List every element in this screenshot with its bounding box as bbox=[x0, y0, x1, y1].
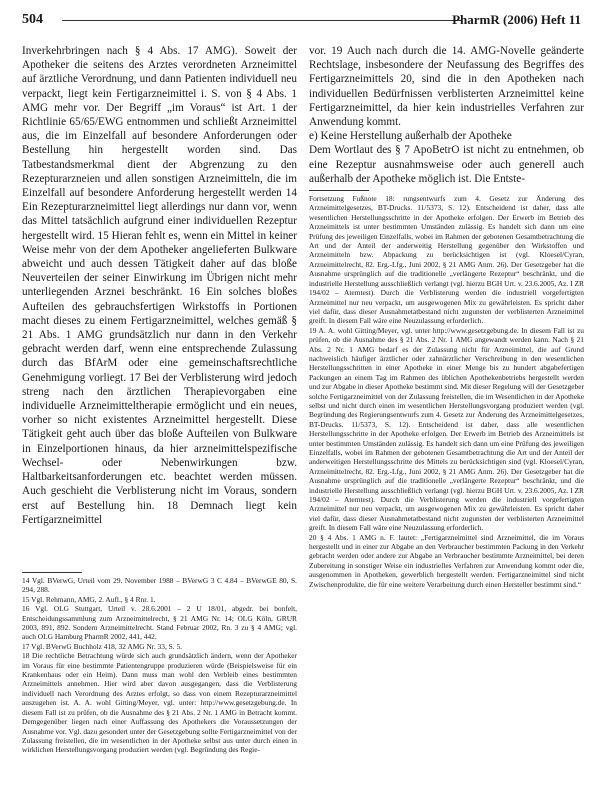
journal-name: PharmR (2006) Heft 11 bbox=[452, 12, 581, 27]
page-number: 504 bbox=[22, 12, 43, 27]
right-body-bottom: Dem Wortlaut des § 7 ApoBetrO ist nicht zu entnehmen, ob eine Rezeptur ausnahmsweise oder auch generell auch außerhalb der Apotheke möglich ist. Die Entste- bbox=[309, 144, 584, 185]
footnote-15: 15 Vgl. Rehmann, AMG, 2. Aufl., § 4 Rnr. 1. bbox=[22, 594, 156, 604]
right-body-top: vor. 19 Auch nach durch die 14. AMG-Novelle geänderte Rechtslage, insbesondere der Neufassung des Begriffes des Fertigarzneimittels 20, sind die in den Apotheken nach individuellen Bedürfnissen verblisterten Arzneimittel keine Fertigarzneimittel, da hier kein industrielles Verfahren zur Anwendung kommt. bbox=[309, 45, 584, 129]
left-column bbox=[22, 44, 297, 784]
footnote-20: 20 § 4 Abs. 1 AMG n. F. lautet: „Fertigarzneimittel sind Arzneimittel, die im Voraus hergestellt und in einer zur Abgabe an den Verbraucher bestimmten Packung in den Verkehr gebracht werden oder andere zur Abgabe an Verbraucher bestimmte Arzneimittel, bei deren Zubereitung in sonstiger Weise ein industrielles Verfahren zur Anwendung kommt oder die, ausgenommen in Apotheken, gewerblich hergestellt werden. Fertigarzneimittel sind nicht Zwischenprodukte, die für eine weitere Verarbeitung durch einen Hersteller bestimmt sind.“ bbox=[309, 532, 584, 589]
footnote-rule bbox=[309, 190, 369, 191]
footnote-18: 18 Die rechtliche Betrachtung würde sich auch grundsätzlich ändern, wenn der Apotheker im Voraus für eine bestimmte Patientengruppe produzieren würde (Beispielsweise für ein Krankenhaus oder ein Heim). Dann muss man wohl den Verbleib eines bestimmten Arzneimittels annehmen. Hier wird aber davon ausgegangen, dass die Verblisterung individuell nach Verordnung des Arztes erfolgt, so dass von einem Rezepturarzneimittel auszugehen ist. A. A. wohl Gitting/Meyer, vgl. unter: http://www.gesetzgebung.de. In diesem Fall ist zu prüfen, ob die Ausnahme des § 21 Abs. 2 Nr. 1 AMG in Betracht kommt. Demgegenüber liegen nach einer Auffassung des Apothekers die Voraussetzungen der Ausnahme vor. Vgl. dazu gesondert unter der Gesetzgebung sollte Fertigarzneimittel von der Zulassung freistellen, die im wesentlichen in der Apotheke selbst aus unter durch einen in wirklichen Herstellungsvorgang produziert werden (vgl. Begründung des Regie- bbox=[22, 651, 297, 755]
right-column bbox=[309, 44, 584, 784]
page-header bbox=[22, 12, 581, 30]
section-heading: e) Keine Herstellung außerhalb der Apotheke bbox=[309, 130, 512, 143]
header-rule bbox=[62, 20, 461, 21]
footnote-19: 19 A. A. wohl Gitting/Meyer, vgl. unter http://www.gesetzgebung.de. In diesem Fall ist zu prüfen, ob die Ausnahme des § 21 Abs. 2 Nr. 1 AMG angewandt werden kann. Nach § 21 Abs. 2 Nr. 1 AMG bedarf es der Zulassung nicht für Arzneimittel, die auf Grund nachweislich häufiger ärztlicher oder zahnärztlicher Verschreibung in den wesentlichen Herstellungsschritten in einer Apotheke in einer Menge bis zu hundert abgabefertigen Packungen an einem Tag im Rahmen des üblichen Apothekenbetriebs hergestellt werden und zur Abgabe in dieser Apotheke bestimmt sind. Mit dieser Regelung will der Gesetzgeber solche Fertigarzneimittel von der Zulassung freistellen, die im Wesentlichen in der Apotheke selbst und nicht durch einen im wesentlichen Herstellungsvorgang produziert werden (vgl. Begründung des Regierungsentwurfs zum 4. Gesetz zur Änderung des Arzneimittelgesetzes, BT-Drucks. 11/5373, S. 12). Entscheidend ist daher, dass alle wesentlichen Herstellungsschritte in der Apotheke erfolgen. Der Erwerb im Betrieb des Arzneimittels ist unter bestimmten Umständen zulässig. Es handelt sich dann um eine Prüfung des jeweiligen Einzelfalls, wobei im Rahmen der gebotenen Gesamtbetrachtung die Art und der Anteil der anderweitigen Herstellungsschritte des Mittels zu berücksichtigen sind (vgl. Kloesel/Cyran, Arzneimittelrecht, 82. Erg.-Lfg., Juni 2002, § 21 AMG Anm. 26). Der Gesetzgeber hat die Ausnahme ursprünglich auf die traditionelle „verlängerte Rezeptur“ beschränkt, und die industrielle Herstellung ausschließlich verlangt (vgl. hierzu BGH Urt. v. 23.6.2005, Az. I ZR 194/02 – Atemtest). Durch die Verblisterung werden die industriell vorgefertigten Arzneimittel nur neu verpackt, um ausgewogenen Mix zu gewährleisten. Es spricht daher viel dafür, dass dieser Ausnahmetatbestand nicht zugunsten der verblisterten Arzneimittel greift. In diesem Fall wäre eine Neuzulassung erforderlich. bbox=[309, 325, 584, 533]
left-body-text: Inverkehrbringen nach § 4 Abs. 17 AMG). Soweit der Apotheker die seitens des Arztes verordneten Arzneimittel auf ärztliche Verordnung, und dann Patienten individuell neu verpackt, liegt kein Fertigarzneimittel i. S. von § 4 Abs. 1 AMG mehr vor. Der Begriff „im Voraus“ ist Art. 1 der Richtlinie 65/65/EWG entnommen und schließt Arzneimittel aus, die im Einzelfall auf besondere Anforderungen oder Bestellung hin hergestellt worden sind. Das Tatbestandsmerkmal dient der Abgrenzung zu den Rezepturarzneien und allen sonstigen Arzneimitteln, die im Einzelfall auf besondere Anforderung hergestellt werden 14 Ein Rezepturarzneimittel liegt allerdings nur dann vor, wenn das Mittel tatsächlich aufgrund einer individuellen Rezeptur hergestellt wird. 15 Hieran fehlt es, wenn ein Mittel in keiner Weise mehr von der dem Apotheker angelieferten Bulkware abweicht und auch dessen Tätigkeit daher auf das bloße Neuverteilen der seiner Einwirkung im Übrigen nicht mehr unterliegenden Arznei beschränkt. 16 Ein solches bloßes Aufteilen des gebrauchsfertigen Wirkstoffs in Portionen macht dieses zu einem Fertigarzneimittel, welches gemäß § 21 Abs. 1 AMG grundsätzlich nur dann in den Verkehr gebracht werden darf, wenn eine entsprechende Zulassung durch das BfArM oder eine gemeinschaftsrechtliche Genehmigung vorliegt. 17 Bei der Verblisterung wird jedoch streng nach den ärztlichen Therapievorgaben eine individuelle Arzneimitteltherapie ermöglicht und ein neues, vorher so nicht existentes Arzneimittel hergestellt. Diese Tätigkeit geht auch über das bloße Aufteilen von Bulkware in Einzelportionen hinaus, da hier arzneimittelspezifische Wechsel- oder Nebenwirkungen bzw. Haltbarkeitsanforderungen etc. beachtet werden müssen. Auch geschieht die Verblisterung nicht im Voraus, sondern erst auf Bestellung hin. 18 Demnach liegt kein Fertigarzneimittel bbox=[22, 45, 297, 526]
footnote-17: 17 Vgl. BVerwG Buchholz 418, 32 AMG Nr. 33, S. 5. bbox=[22, 641, 182, 651]
footnote-rule bbox=[22, 572, 82, 573]
right-footnotes bbox=[309, 194, 584, 739]
footnote-16: 16 Vgl. OLG Stuttgart, Urteil v. 28.6.2001 – 2 U 18/01, abgedr. bei bonfelt, Entscheidungssammlung zum Arzneimittelrecht, § 21 AMG Nr. 14; OLG Köln, GRUR 2003, 891, 892. Sondern Arzneimittelrecht. Stand Februar 2002, Rn. 3 zu § 4 AMG; vgl. auch OLG Hamburg PharmR 2002, 441, 442. bbox=[22, 604, 297, 642]
footnote-14: 14 Vgl. BVerwG, Urteil vom 29. November 1988 – BVerwG 3 C 4.84 – BVerwGE 80, S. 294, 288. bbox=[22, 576, 297, 595]
footnote-18-continued: Fortsetzung Fußnote 18: rungsentwurfs zum 4. Gesetz zur Änderung des Arzneimittelgesetzes, BT-Drucks. 11/5373, S. 12). Entscheidend ist daher, dass alle wesentlichen Herstellungsschritte in der Apotheke erfolgen. Der Erwerb im Betrieb des Arzneimittels ist unter bestimmten Umständen zulässig. Es handelt sich dann um eine Prüfung des jeweiligen Einzelfalls, wobei im Rahmen der gebotenen Gesamtbetrachtung die Art und der Anteil der anderweitig Herstellung gegenüber den Wirkstoffen und Arzneimitteln bzw. Abpackung zu berücksichtigen ist (vgl. Kloesel/Cyran, Arzneimittelrecht, 82. Erg.-Lfg., Juni 2002, § 21 AMG Anm. 26). Der Gesetzgeber hat die Ausnahme ursprünglich auf die traditionelle „verlängerte Rezeptur“ beschränkt, und die industrielle Herstellung ausschließlich verlangt (vgl. hierzu BGH Urt. v. 23.6.2005, Az. I ZR 194/02 – Atemtest). Durch die Verblisterung werden die industriell vorgefertigten Arzneimittel nur neu verpackt, um ausgewogenen Mix zu gewährleisten. Es spricht daher viel dafür, dass dieser Ausnahmetatbestand nicht zugunsten der verblisterten Arzneimittel greift. In diesem Fall wäre eine Neuzulassung erforderlich. bbox=[309, 194, 584, 326]
left-footnotes bbox=[22, 576, 297, 776]
